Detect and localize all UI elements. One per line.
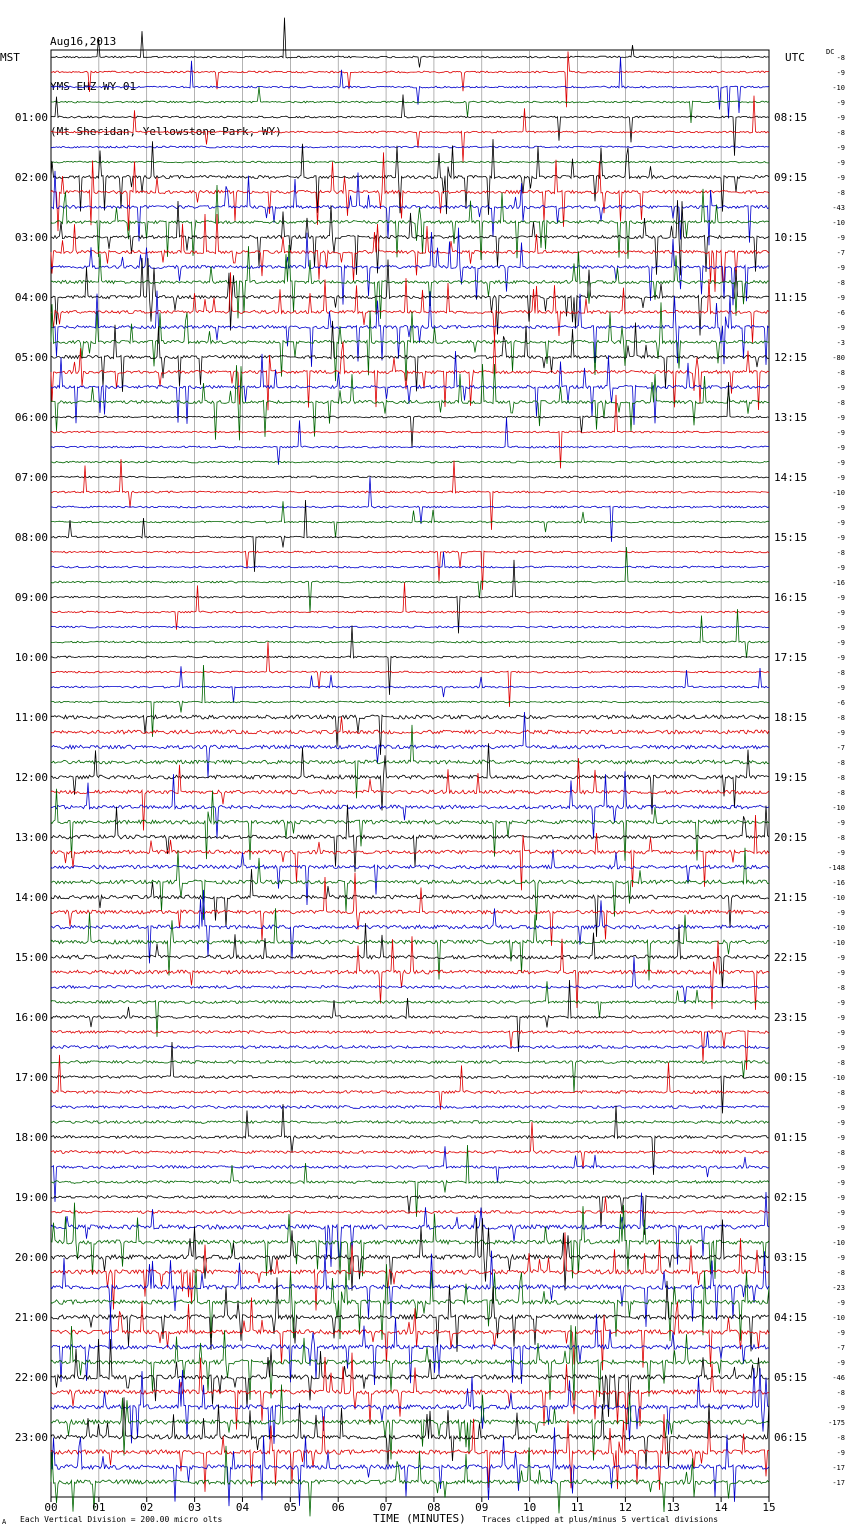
dc-offset-row-67: -8 — [836, 1059, 845, 1067]
x-tick-label: 04 — [235, 1501, 250, 1514]
left-hour-label: 03:00 — [14, 231, 48, 244]
right-hour-label: 23:15 — [774, 1011, 808, 1024]
x-tick-label: 09 — [475, 1501, 489, 1514]
trace-row-10 — [51, 171, 769, 245]
left-hour-label: 21:00 — [14, 1311, 48, 1324]
trace-row-47 — [51, 725, 769, 798]
x-tick-label: 11 — [570, 1501, 585, 1514]
dc-offset-row-5: -8 — [836, 129, 845, 137]
trace-row-6 — [51, 146, 769, 148]
dc-offset-row-23: -8 — [836, 399, 845, 407]
dc-offset-row-76: -9 — [836, 1194, 845, 1202]
right-hour-label: 03:15 — [774, 1251, 808, 1264]
x-tick-label: 06 — [331, 1501, 345, 1514]
x-tick-label: 15 — [762, 1501, 776, 1514]
dc-offset-row-13: -7 — [836, 249, 845, 257]
trace-row-74 — [51, 1146, 769, 1202]
trace-row-36 — [51, 560, 769, 633]
dc-offset-row-9: -8 — [836, 189, 845, 197]
dc-offset-row-41: -8 — [836, 669, 845, 677]
dc-offset-row-47: -8 — [836, 759, 845, 767]
right-hour-label: 19:15 — [774, 771, 808, 784]
trace-row-25 — [51, 395, 769, 468]
dc-offset-row-70: -9 — [836, 1104, 845, 1112]
left-hour-label: 13:00 — [14, 831, 48, 844]
dc-offset-row-83: -9 — [836, 1299, 845, 1307]
dc-offset-row-44: -8 — [836, 714, 845, 722]
left-hour-label: 07:00 — [14, 471, 48, 484]
dc-offset-row-48: -8 — [836, 774, 845, 782]
x-tick-label: 05 — [283, 1501, 297, 1514]
trace-row-63 — [51, 981, 769, 1037]
dc-offset-row-7: -9 — [836, 159, 845, 167]
trace-row-27 — [51, 461, 769, 463]
right-hour-label: 14:15 — [774, 471, 808, 484]
right-hour-label: 06:15 — [774, 1431, 808, 1444]
trace-row-95 — [51, 1446, 769, 1516]
trace-row-5 — [51, 96, 769, 162]
trace-row-73 — [51, 1122, 769, 1169]
dc-offset-row-25: -9 — [836, 429, 845, 437]
trace-row-35 — [51, 547, 769, 613]
right-hour-label: 00:15 — [774, 1071, 808, 1084]
dc-offset-row-10: -43 — [832, 204, 845, 212]
dc-offset-row-57: -9 — [836, 909, 845, 917]
trace-row-92 — [51, 1397, 769, 1468]
right-hour-label: 15:15 — [774, 531, 808, 544]
trace-row-41 — [51, 642, 769, 707]
left-hour-label: 06:00 — [14, 411, 48, 424]
trace-row-62 — [51, 957, 769, 1004]
dc-offset-row-12: -9 — [836, 234, 845, 242]
trace-row-53 — [51, 815, 769, 890]
dc-offset-row-53: -9 — [836, 849, 845, 857]
dc-offset-row-29: -10 — [832, 489, 845, 497]
left-hour-label: 10:00 — [14, 651, 48, 664]
trace-row-56 — [51, 869, 769, 937]
trace-row-33 — [51, 551, 769, 590]
trace-row-1 — [51, 51, 769, 107]
trace-row-60 — [51, 923, 769, 988]
dc-offset-row-79: -10 — [832, 1239, 845, 1247]
dc-offset-row-16: -9 — [836, 294, 845, 302]
dc-offset-row-69: -8 — [836, 1089, 845, 1097]
dc-offset-row-66: -9 — [836, 1044, 845, 1052]
x-tick-label: 13 — [666, 1501, 680, 1514]
dc-offset-row-77: -9 — [836, 1209, 845, 1217]
left-hour-label: 01:00 — [14, 111, 48, 124]
right-hour-label: 12:15 — [774, 351, 808, 364]
dc-offset-row-26: -9 — [836, 444, 845, 452]
right-hour-label: 22:15 — [774, 951, 808, 964]
dc-offset-row-51: -9 — [836, 819, 845, 827]
dc-offset-row-75: -9 — [836, 1179, 845, 1187]
dc-offset-row-56: -10 — [832, 894, 845, 902]
dc-offset-row-38: -9 — [836, 624, 845, 632]
date-label: Aug16,2013 — [50, 35, 117, 48]
trace-row-30 — [51, 477, 769, 542]
dc-offset-row-20: -80 — [832, 354, 845, 362]
dc-offset-row-95: -17 — [832, 1479, 845, 1487]
right-hour-label: 18:15 — [774, 711, 808, 724]
trace-row-58 — [51, 890, 769, 963]
trace-row-59 — [51, 908, 769, 980]
dc-offset-row-0: -8 — [836, 54, 845, 62]
right-hour-label: 09:15 — [774, 171, 808, 184]
dc-offset-row-14: -9 — [836, 264, 845, 272]
dc-offset-row-1: -9 — [836, 69, 845, 77]
right-hour-label: 16:15 — [774, 591, 808, 604]
left-hour-label: 02:00 — [14, 171, 48, 184]
utc-axis-title: UTC — [785, 51, 805, 64]
scale-note: Each Vertical Division = 200.00 micro olts — [20, 1515, 223, 1524]
trace-row-51 — [51, 789, 769, 861]
dc-offset-row-54: -148 — [828, 864, 845, 872]
dc-axis-title: DC — [826, 48, 835, 56]
dc-offset-row-84: -10 — [832, 1314, 845, 1322]
left-hour-label: 15:00 — [14, 951, 48, 964]
clip-note: Traces clipped at plus/minus 5 vertical divisions — [482, 1515, 719, 1524]
right-hour-label: 11:15 — [774, 291, 808, 304]
dc-offset-row-68: -10 — [832, 1074, 845, 1082]
dc-offset-row-36: -9 — [836, 594, 845, 602]
right-hour-label: 01:15 — [774, 1131, 808, 1144]
left-hour-label: 18:00 — [14, 1131, 48, 1144]
dc-offset-row-42: -9 — [836, 684, 845, 692]
dc-offset-row-88: -46 — [832, 1374, 845, 1382]
left-hour-label: 22:00 — [14, 1371, 48, 1384]
dc-offset-row-22: -9 — [836, 384, 845, 392]
right-hour-label: 08:15 — [774, 111, 808, 124]
trace-row-26 — [51, 418, 769, 465]
dc-offset-row-46: -7 — [836, 744, 845, 752]
right-hour-label: 05:15 — [774, 1371, 808, 1384]
dc-offset-row-86: -7 — [836, 1344, 845, 1352]
trace-row-72 — [51, 1104, 769, 1175]
trace-row-81 — [51, 1232, 769, 1310]
trace-row-85 — [51, 1298, 769, 1371]
dc-offset-row-78: -9 — [836, 1224, 845, 1232]
trace-row-61 — [51, 936, 769, 1010]
left-hour-label: 14:00 — [14, 891, 48, 904]
trace-row-44 — [51, 715, 769, 755]
trace-row-14 — [51, 228, 769, 306]
x-tick-label: 01 — [92, 1501, 106, 1514]
dc-offset-row-4: -9 — [836, 114, 845, 122]
dc-offset-row-82: -23 — [832, 1284, 845, 1292]
x-tick-label: 08 — [427, 1501, 441, 1514]
dc-offset-row-61: -9 — [836, 969, 845, 977]
dc-offset-row-74: -9 — [836, 1164, 845, 1172]
trace-row-40 — [51, 626, 769, 695]
x-tick-label: 10 — [523, 1501, 537, 1514]
trace-row-46 — [51, 712, 769, 778]
trace-row-38 — [51, 626, 769, 628]
dc-offset-row-81: -8 — [836, 1269, 845, 1277]
x-tick-label: 03 — [187, 1501, 202, 1514]
trace-row-86 — [51, 1310, 769, 1385]
dc-offset-row-65: -9 — [836, 1029, 845, 1037]
dc-offset-row-45: -9 — [836, 729, 845, 737]
dc-offset-row-43: -6 — [836, 699, 845, 707]
x-tick-label: 14 — [714, 1501, 728, 1514]
dc-offset-row-19: -3 — [836, 339, 845, 347]
dc-offset-row-50: -10 — [832, 804, 845, 812]
right-hour-label: 20:15 — [774, 831, 808, 844]
dc-offset-row-6: -9 — [836, 144, 845, 152]
dc-offset-row-93: -9 — [836, 1449, 845, 1457]
station-label: YMS EHZ WY 01 — [50, 80, 137, 93]
dc-offset-row-34: -9 — [836, 564, 845, 572]
trace-row-91 — [51, 1385, 769, 1461]
trace-row-37 — [51, 583, 769, 630]
right-hour-label: 04:15 — [774, 1311, 808, 1324]
dc-offset-row-28: -9 — [836, 474, 845, 482]
trace-row-29 — [51, 459, 769, 530]
trace-row-8 — [51, 139, 769, 215]
trace-row-32 — [51, 500, 769, 572]
dc-offset-row-80: -9 — [836, 1254, 845, 1262]
trace-row-48 — [51, 743, 769, 814]
dc-offset-row-39: -9 — [836, 639, 845, 647]
dc-offset-row-33: -8 — [836, 549, 845, 557]
dc-offset-row-90: -9 — [836, 1404, 845, 1412]
dc-offset-row-59: -10 — [832, 939, 845, 947]
dc-offset-row-85: -9 — [836, 1329, 845, 1337]
trace-row-45 — [51, 717, 769, 734]
trace-row-57 — [51, 873, 769, 946]
x-tick-label: 07 — [379, 1501, 393, 1514]
left-hour-label: 05:00 — [14, 351, 48, 364]
dc-offset-row-63: -9 — [836, 999, 845, 1007]
right-hour-label: 21:15 — [774, 891, 808, 904]
x-axis-title: TIME (MINUTES) — [373, 1512, 466, 1525]
dc-offset-row-60: -9 — [836, 954, 845, 962]
x-tick-label: 02 — [140, 1501, 154, 1514]
right-hour-label: 17:15 — [774, 651, 808, 664]
trace-row-34 — [51, 552, 769, 568]
dc-offset-row-73: -8 — [836, 1149, 845, 1157]
trace-row-21 — [51, 335, 769, 410]
dc-offset-row-58: -10 — [832, 924, 845, 932]
trace-row-70 — [51, 1106, 769, 1109]
right-hour-label: 13:15 — [774, 411, 808, 424]
left-hour-label: 20:00 — [14, 1251, 48, 1264]
dc-offset-row-40: -9 — [836, 654, 845, 662]
trace-row-55 — [51, 848, 769, 921]
dc-offset-row-8: -9 — [836, 174, 845, 182]
trace-row-79 — [51, 1203, 769, 1281]
right-hour-label: 02:15 — [774, 1191, 808, 1204]
location-label: (Mt Sheridan, Yellowstone Park, WY) — [50, 125, 282, 138]
left-hour-label: 17:00 — [14, 1071, 48, 1084]
dc-offset-row-87: -9 — [836, 1359, 845, 1367]
trace-row-43 — [51, 665, 769, 737]
dc-offset-row-94: -17 — [832, 1464, 845, 1472]
left-hour-label: 04:00 — [14, 291, 48, 304]
dc-offset-row-21: -8 — [836, 369, 845, 377]
trace-row-22 — [51, 351, 769, 425]
dc-offset-row-37: -9 — [836, 609, 845, 617]
footer-mark: A — [2, 1518, 7, 1526]
trace-row-94 — [51, 1427, 769, 1506]
dc-offset-row-55: -16 — [832, 879, 845, 887]
trace-row-12 — [51, 200, 769, 275]
dc-offset-row-62: -8 — [836, 984, 845, 992]
trace-row-7 — [51, 161, 769, 163]
dc-offset-row-17: -6 — [836, 309, 845, 317]
left-hour-label: 16:00 — [14, 1011, 48, 1024]
trace-row-28 — [51, 476, 769, 478]
dc-offset-row-52: -8 — [836, 834, 845, 842]
trace-row-19 — [51, 302, 769, 381]
dc-offset-row-15: -8 — [836, 279, 845, 287]
left-hour-label: 11:00 — [14, 711, 48, 724]
trace-row-65 — [51, 1031, 769, 1070]
trace-row-49 — [51, 758, 769, 830]
dc-offset-row-24: -9 — [836, 414, 845, 422]
dc-offset-row-18: -9 — [836, 324, 845, 332]
right-hour-label: 10:15 — [774, 231, 808, 244]
trace-row-66 — [51, 1032, 769, 1049]
dc-offset-row-3: -9 — [836, 99, 845, 107]
left-hour-label: 23:00 — [14, 1431, 48, 1444]
dc-offset-row-2: -10 — [832, 84, 845, 92]
trace-row-64 — [51, 980, 769, 1052]
trace-row-0 — [51, 18, 769, 68]
left-hour-label: 08:00 — [14, 531, 48, 544]
left-hour-label: 09:00 — [14, 591, 48, 604]
trace-row-71 — [51, 1121, 769, 1124]
dc-offset-row-91: -175 — [828, 1419, 845, 1427]
x-tick-label: 12 — [618, 1501, 633, 1514]
dc-offset-row-64: -9 — [836, 1014, 845, 1022]
dc-offset-row-72: -9 — [836, 1134, 845, 1142]
dc-offset-row-89: -8 — [836, 1389, 845, 1397]
dc-offset-row-35: -16 — [832, 579, 845, 587]
dc-offset-row-27: -9 — [836, 459, 845, 467]
x-tick-label: 00 — [44, 1501, 58, 1514]
left-hour-label: 12:00 — [14, 771, 48, 784]
dc-offset-row-31: -9 — [836, 519, 845, 527]
dc-offset-row-32: -9 — [836, 534, 845, 542]
mst-axis-title: MST — [0, 51, 20, 64]
trace-row-2 — [51, 57, 769, 118]
dc-offset-row-11: -10 — [832, 219, 845, 227]
dc-offset-row-92: -8 — [836, 1434, 845, 1442]
trace-row-50 — [51, 771, 769, 838]
dc-offset-row-71: -9 — [836, 1119, 845, 1127]
trace-row-52 — [51, 805, 769, 872]
trace-row-69 — [51, 1055, 769, 1110]
dc-offset-row-30: -9 — [836, 504, 845, 512]
left-hour-label: 19:00 — [14, 1191, 48, 1204]
dc-offset-row-49: -8 — [836, 789, 845, 797]
trace-row-68 — [51, 1042, 769, 1113]
trace-row-39 — [51, 609, 769, 658]
